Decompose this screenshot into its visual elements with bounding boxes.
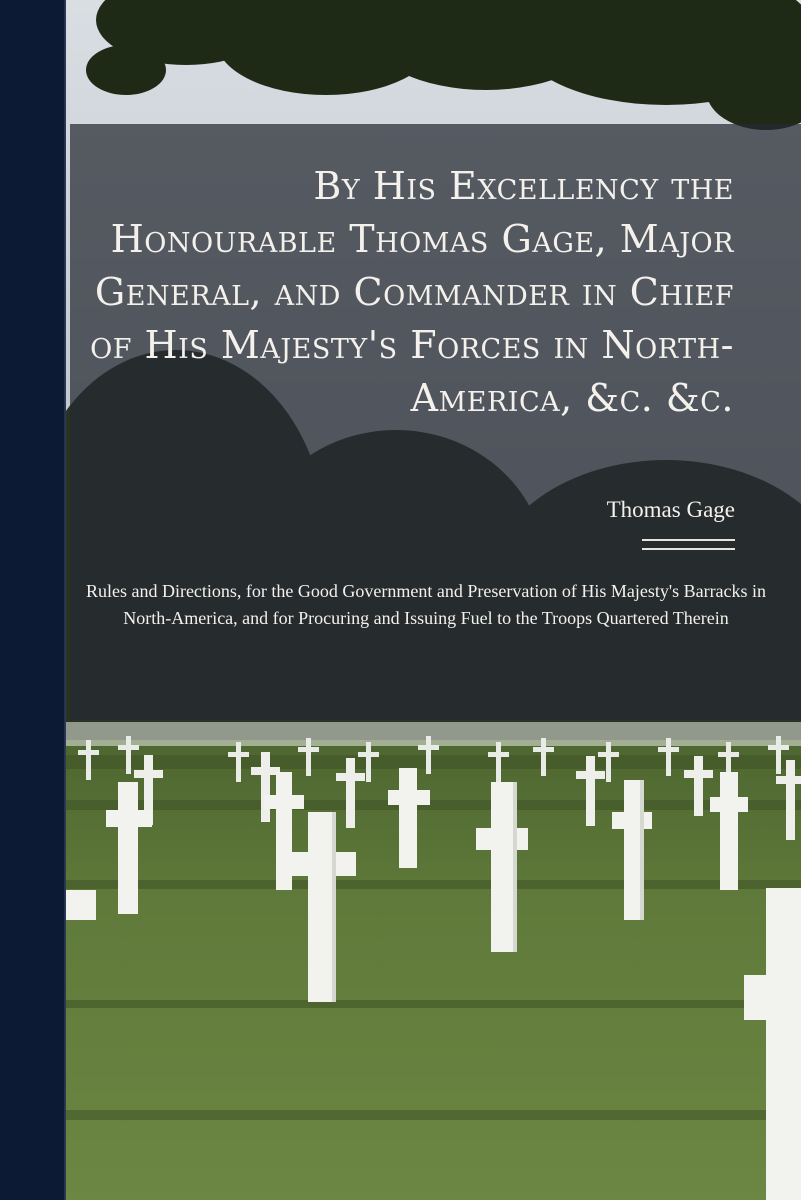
book-subtitle: Rules and Directions, for the Good Government and Preservation of His Majesty's Barracks in North-America, and for Procuring and Issuing Fuel to the Troops Quartered Therein	[85, 581, 767, 628]
cover-spine	[0, 0, 66, 1200]
author-name: Thomas Gage	[606, 497, 735, 522]
divider-line	[642, 539, 735, 541]
divider-line	[642, 548, 735, 550]
book-title: By His Excellency the Honourable Thomas Gage, Major General, and Commander in Chief of His Majesty's Forces in North-America, &c. &c.	[90, 164, 734, 420]
